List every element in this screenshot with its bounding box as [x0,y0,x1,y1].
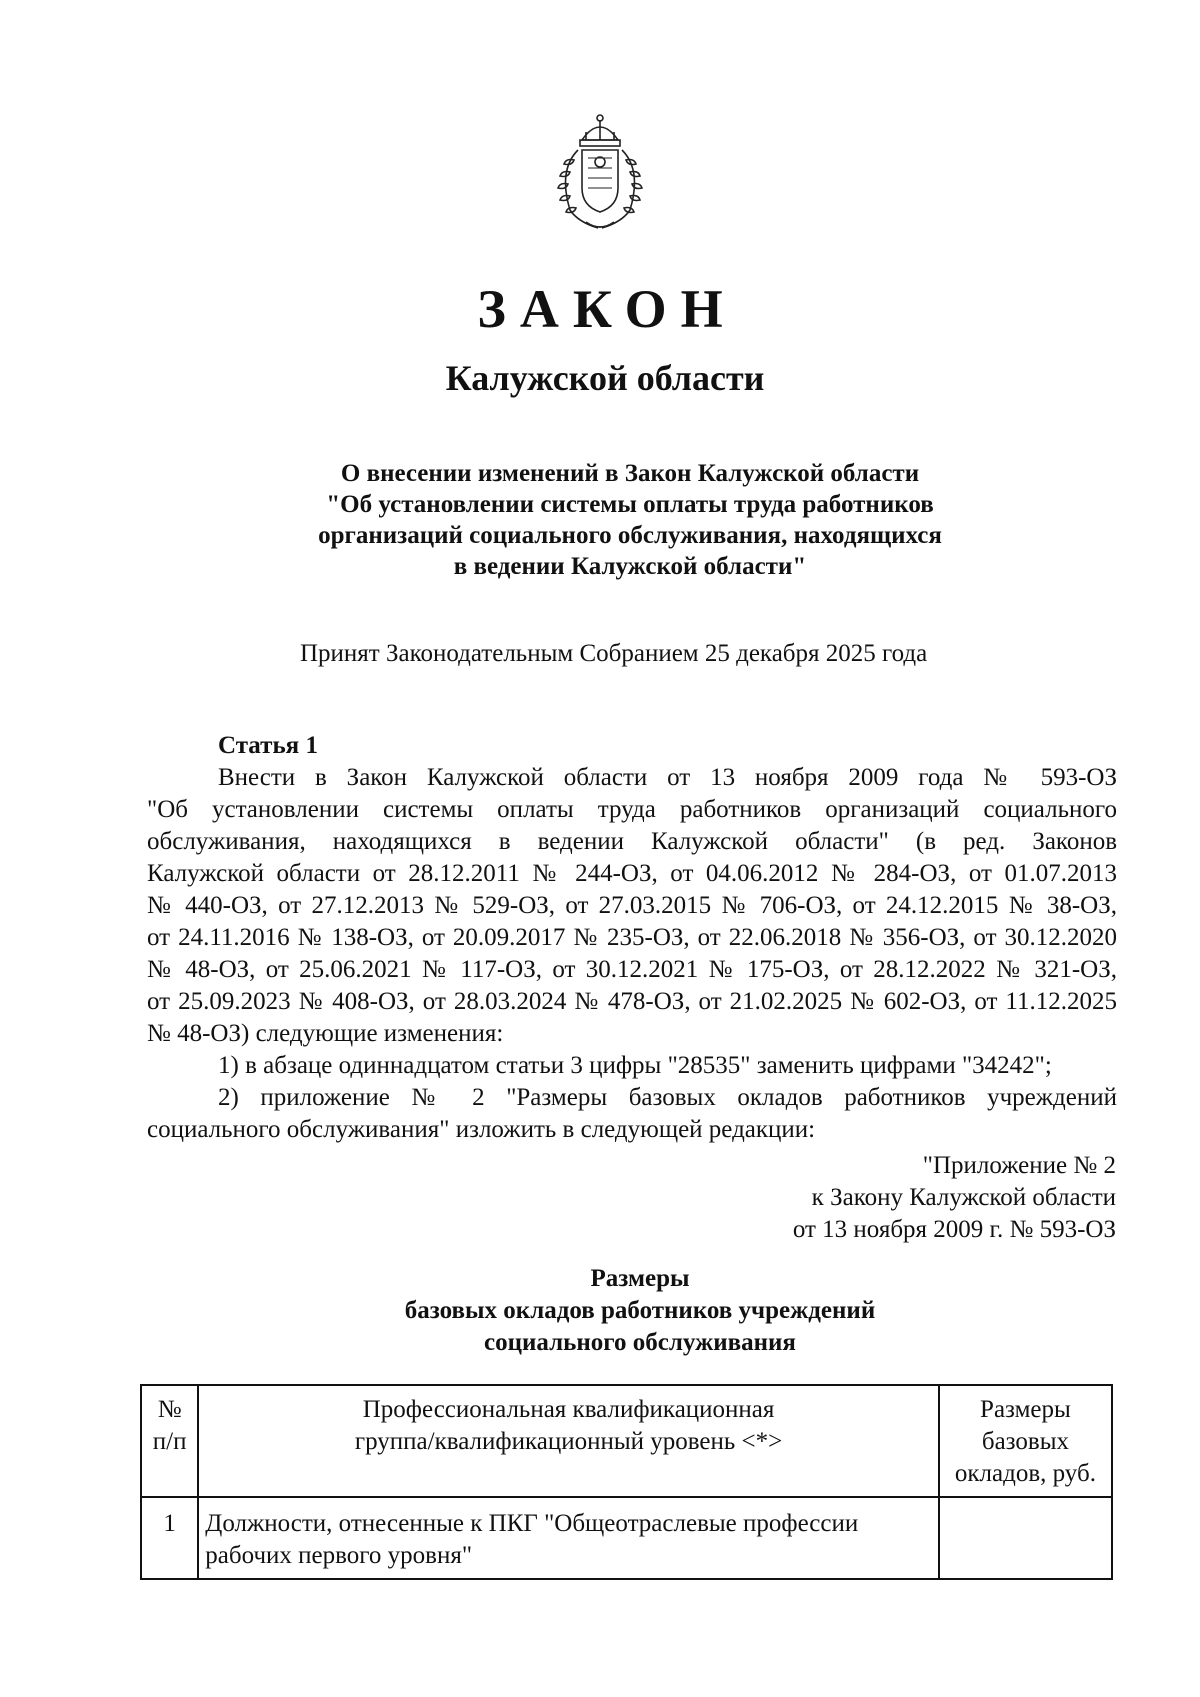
coat-of-arms-icon [548,110,652,235]
subject-line: "Об установлении системы оплаты труда работников [326,491,934,518]
row-number: 1 [141,1497,198,1579]
article-item-1: 1) в абзаце одиннадцатом статьи 3 цифры "28535" заменить цифрами "34242"; [218,1052,1052,1079]
document-title: ЗАКОН [477,279,737,339]
subject-line: в ведении Калужской области" [453,553,807,580]
subject-line: О внесении изменений в Закон Калужской области [340,460,920,487]
row-salary [939,1497,1112,1579]
article-text-line: "Об установлении системы оплаты труда работников организаций социального [147,796,1117,823]
row-group: Должности, отнесенные к ПКГ "Общеотраслевые профессии рабочих первого уровня" [198,1497,939,1579]
table-header-row [141,1385,1112,1497]
region-title: Калужской области [445,358,765,398]
header-number: № п/п [141,1385,198,1497]
article-text-line: обслуживания, находящихся в ведении Калужской области" (в ред. Законов [147,828,1117,855]
header-salary: Размеры базовых окладов, руб. [939,1385,1112,1497]
law-subject [280,458,980,582]
table-title-line: Размеры [590,1265,690,1292]
article-item-2: 2) приложение № 2 "Размеры базовых окладов работников учреждений [218,1084,1117,1111]
article-item-2-cont: социального обслуживания" изложить в следующей редакции: [147,1116,816,1143]
article-text-line: от 24.11.2016 № 138-ОЗ, от 20.09.2017 № 235-ОЗ, от 22.06.2018 № 356-ОЗ, от 30.12.2020 [147,924,1117,951]
adoption-note: Принят Законодательным Собранием 25 декабря 2025 года [300,640,928,667]
article-text-line: Внести в Закон Калужской области от 13 ноября 2009 года № 593-ОЗ [218,764,1117,791]
appendix-ref-line: к Закону Калужской области [811,1184,1116,1211]
article-text-line: № 48-ОЗ) следующие изменения: [147,1020,504,1047]
appendix-ref-line: от 13 ноября 2009 г. № 593-ОЗ [792,1216,1116,1243]
appendix-reference [793,1150,1116,1246]
salary-table [140,1384,1113,1580]
table-title [290,1263,990,1359]
article-text-line: Калужской области от 28.12.2011 № 244-ОЗ, от 04.06.2012 № 284-ОЗ, от 01.07.2013 [147,860,1117,887]
subject-line: организаций социального обслуживания, находящихся [318,522,942,549]
table-row [141,1497,1112,1579]
table-title-line: базовых окладов работников учреждений [404,1297,876,1324]
appendix-ref-line: "Приложение № 2 [922,1152,1116,1179]
article-text-line: от 25.09.2023 № 408-ОЗ, от 28.03.2024 № 478-ОЗ, от 21.02.2025 № 602-ОЗ, от 11.12.2025 [147,988,1117,1015]
article-text-line: № 440-ОЗ, от 27.12.2013 № 529-ОЗ, от 27.03.2015 № 706-ОЗ, от 24.12.2015 № 38-ОЗ, [147,892,1117,919]
table-title-line: социального обслуживания [484,1329,796,1356]
article-body [147,762,1117,1146]
article-text-line: № 48-ОЗ, от 25.06.2021 № 117-ОЗ, от 30.12.2021 № 175-ОЗ, от 28.12.2022 № 321-ОЗ, [147,956,1117,983]
header-group: Профессиональная квалификационная группа/квалификационный уровень <*> [198,1385,939,1497]
article-heading: Статья 1 [218,732,318,759]
